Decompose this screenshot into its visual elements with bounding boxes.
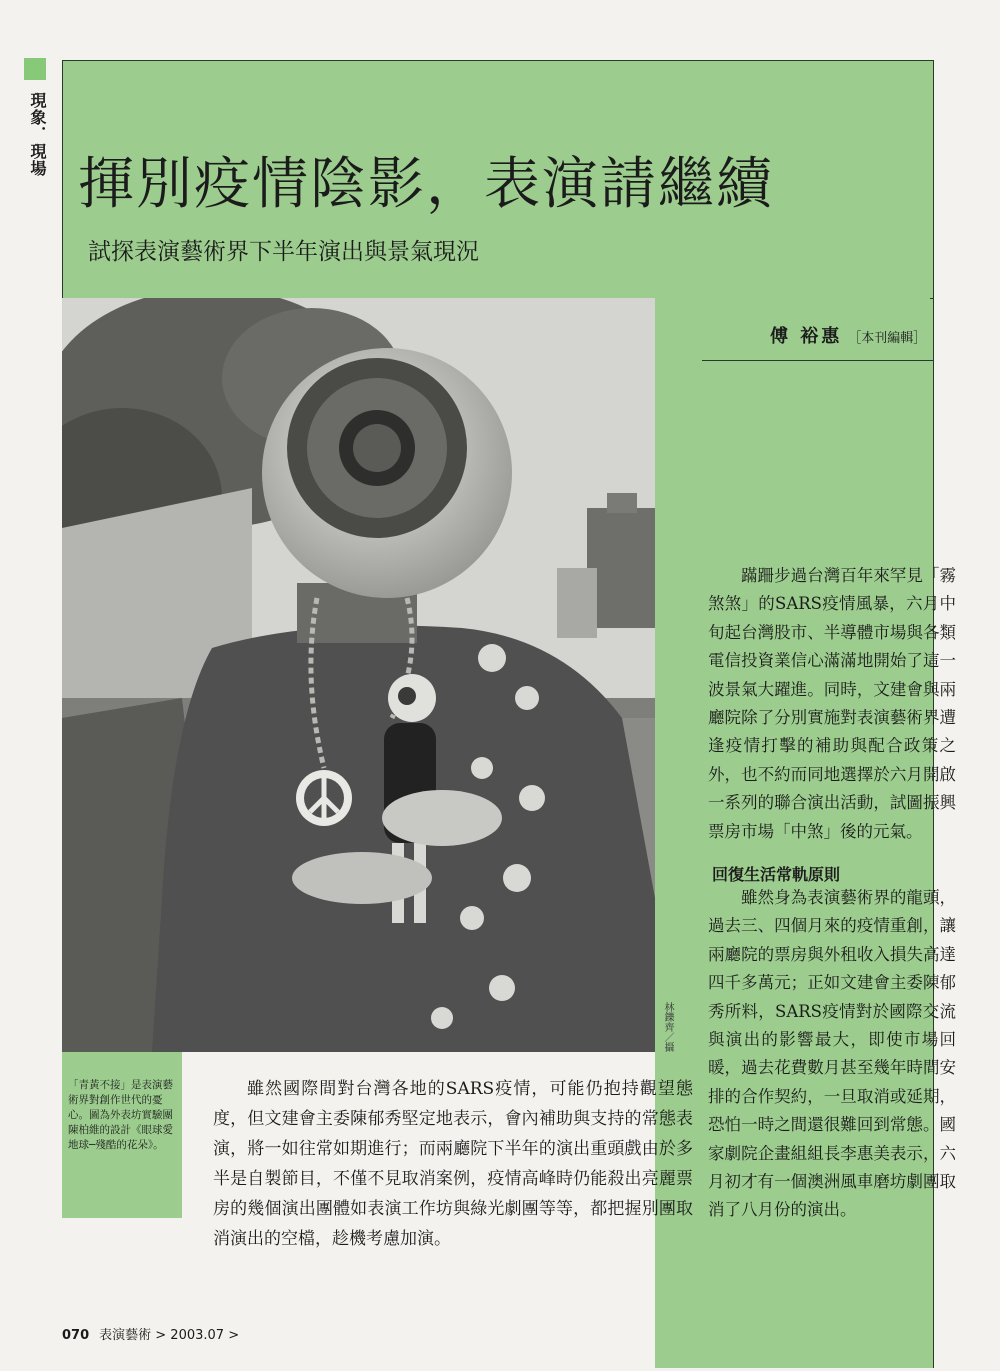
byline-rule [702,360,933,361]
photo-illustration [62,298,655,1052]
photo-caption: 「青黃不接」是表演藝術界對創作世代的憂心。圖為外表坊實驗團陳柏維的設計《眼球愛地球─殘酷的花朵》。 [68,1079,173,1151]
section-paragraph-text: 雖然身為表演藝術界的龍頭，過去三、四個月來的疫情重創，讓兩廳院的票房與外租收入損失高達四千多萬元；正如文建會主委陳郁秀所料，SARS疫情對於國際交流與演出的影響最大，即使市場回暖，過去花費數月甚至幾年時間安排的合作契約，一旦取消或延期，恐怕一時之間還很難回到常態。國家劇院企畫組組長李惠美表示，六月初才有一個澳洲風車磨坊劇團取消了八月份的演出。 [708,888,956,1220]
byline [770,322,930,348]
intro-paragraph [708,562,956,846]
page-footer [62,1324,462,1343]
article-photo [62,298,655,1052]
left-rule [62,60,63,298]
page-number: 070 [62,1328,90,1343]
author-role: ［本刊編輯］ [848,331,927,346]
tick-rule [930,298,934,299]
magazine-issue: 表演藝術 > 2003.07 > [99,1328,240,1343]
photo-credit: 林鑠齊／攝 [662,1002,673,1052]
author-name: 傅 裕惠 [770,326,843,347]
corner-square [24,58,46,80]
section-paragraph [708,884,956,1225]
article-title: 揮別疫情陰影，表演請繼續 [78,152,774,217]
section-label: 現象．現場 [28,92,47,177]
article-subtitle: 試探表演藝術界下半年演出與景氣現況 [88,239,479,265]
bottom-paragraph-text: 雖然國際間對台灣各地的SARS疫情，可能仍抱持觀望態度，但文建會主委陳郁秀堅定地表示，會內補助與支持的常態表演，將一如往常如期進行；而兩廳院下半年的演出重頭戲由於多半是自製節目，不僅不見取消案例，疫情高峰時仍能殺出亮麗票房的幾個演出團體如表演工作坊與綠光劇團等等，都把握別團取消演出的空檔，趁機考慮加演。 [213,1079,693,1249]
intro-paragraph-text: 蹣跚步過台灣百年來罕見「霧煞煞」的SARS疫情風暴，六月中旬起台灣股市、半導體市場與各類電信投資業信心滿滿地開始了這一波景氣大躍進。同時，文建會與兩廳院除了分別實施對表演藝術界遭逢疫情打擊的補助與配合政策之外，也不約而同地選擇於六月開啟一系列的聯合演出活動，試圖振興票房市場「中煞」後的元氣。 [708,566,956,841]
section-heading: 回復生活常軌原則 [712,865,841,884]
bottom-paragraph [213,1074,693,1254]
top-rule [62,60,934,61]
